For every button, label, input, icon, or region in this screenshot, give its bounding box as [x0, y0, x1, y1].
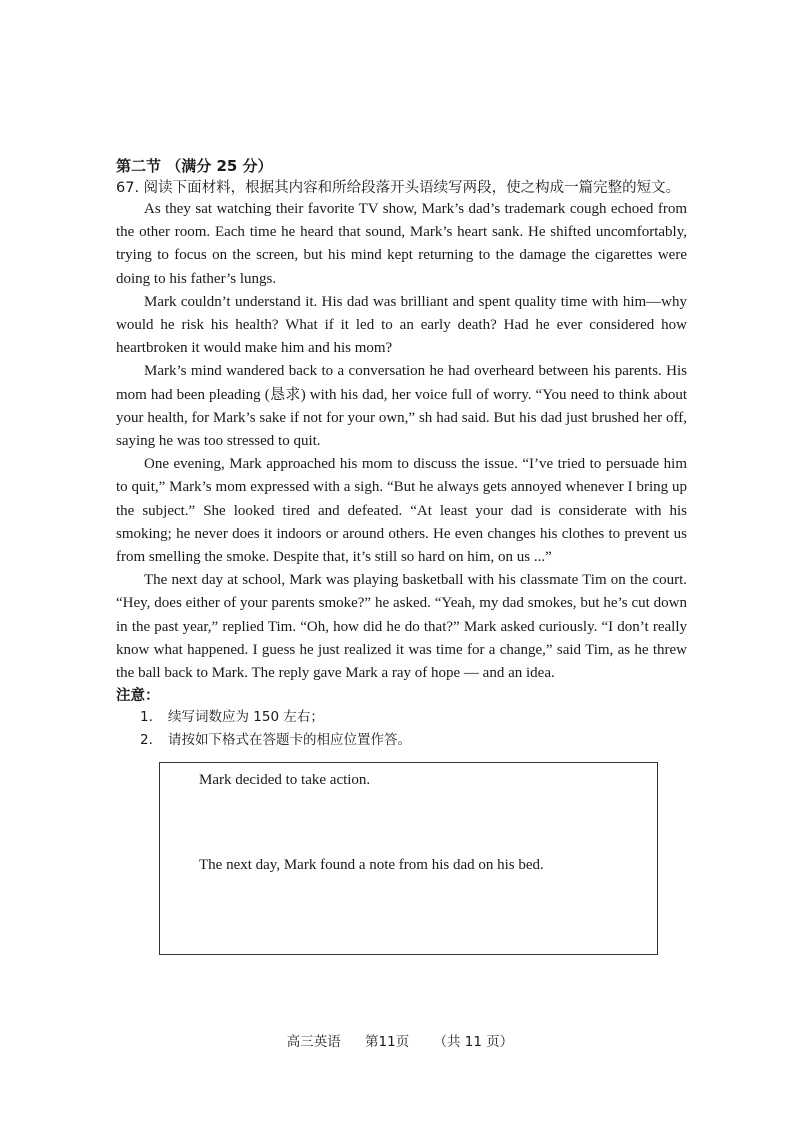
note-text: 请按如下格式在答题卡的相应位置作答。 — [168, 732, 411, 748]
passage-paragraph: Mark couldn’t understand it. His dad was brilliant and spent quality time with him—why would he risk his health? What if it led to an early death? Had he ever considered how heartbroken it would make him and his mom? — [116, 293, 687, 357]
passage-paragraph: As they sat watching their favorite TV show, Mark’s dad’s trademark cough echoed from the other room. Each time he heard that sound, Mark’s heart sank. He shifted uncomfortably, trying to focus on the screen, but his mind kept returning to the damage the cigarettes were doing to his father’s lungs. — [116, 201, 687, 287]
paragraph-prompt-1: Mark decided to take action. — [199, 772, 371, 788]
note-number: 1. — [140, 709, 153, 725]
note-item — [140, 729, 411, 752]
footer-subject: 高三英语 — [286, 1034, 341, 1050]
notes-title: 注意： — [116, 688, 160, 704]
note-number: 2. — [140, 732, 153, 748]
note-text: 续写词数应为 150 左右； — [168, 709, 324, 725]
note-item — [140, 706, 411, 729]
section-heading: 第二节 （满分 25 分） — [116, 157, 273, 175]
footer-page-number: 第11页 — [365, 1034, 410, 1050]
passage-paragraph: The next day at school, Mark was playing basketball with his classmate Tim on the court. “Hey, does either of your parents smoke?” he asked. “Yeah, my dad smokes, but he’s cut down in the past year,” replied Tim. “Oh, how did he do that?” Mark asked curiously. “I don’t really know what happened. I guess he just realized it was time for a change,” said Tim, as he threw the ball back to Mark. The reply gave Mark a ray of hope — and an idea. — [116, 572, 687, 682]
reading-passage — [116, 198, 687, 685]
passage-paragraph: Mark’s mind wandered back to a conversation he had overheard between his parents. His mom had been pleading (恳求) with his dad, her voice full of worry. “You need to think about your health, for Mark’s sake if not for your own,” sh had said. But his dad just brushed her off, saying he was too stressed to quit. — [116, 363, 687, 450]
footer-total-pages: （共 11 页） — [433, 1034, 514, 1050]
paragraph-prompt-2: The next day, Mark found a note from his dad on his bed. — [199, 857, 544, 873]
page-footer — [0, 1030, 800, 1050]
answer-box — [159, 762, 658, 955]
passage-paragraph: One evening, Mark approached his mom to discuss the issue. “I’ve tried to persuade him to quit,” Mark’s mom expressed with a sigh. “But he always gets annoyed whenever I bring up the subject.” She looked tired and defeated. “At least your dad is considerate with his smoking; he never does it indoors or around others. He even changes his clothes to prevent us from smelling the smoke. Despite that, it’s still so hard on him, on us ...” — [116, 456, 687, 566]
notes-list — [140, 706, 411, 752]
question-instruction: 67. 阅读下面材料，根据其内容和所给段落开头语续写两段，使之构成一篇完整的短文。 — [116, 180, 681, 196]
